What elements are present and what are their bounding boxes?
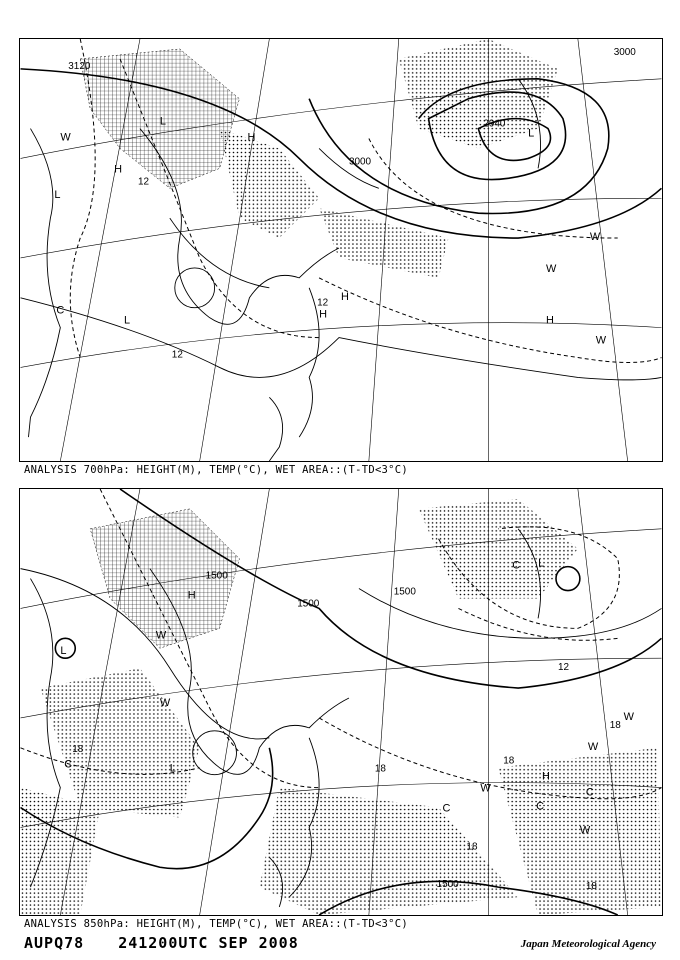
low-pressure-symbol: L <box>538 557 545 570</box>
map-850hpa-svg <box>20 489 662 915</box>
warm-symbol: W <box>159 696 171 709</box>
low-pressure-symbol: L <box>54 189 61 202</box>
valid-time: 241200UTC SEP 2008 <box>118 934 299 952</box>
high-pressure-symbol: H <box>319 308 328 321</box>
isotherm-label: 18 <box>503 755 515 767</box>
wet-area <box>220 129 320 238</box>
warm-symbol: W <box>589 231 601 244</box>
chart-id: AUPQ78 <box>24 934 85 952</box>
high-pressure-symbol: H <box>187 589 196 602</box>
panel-caption-700hpa: ANALYSIS 700hPa: HEIGHT(M), TEMP(°C), WET AREA::(T-TD<3°C) <box>24 464 409 476</box>
height-contour-label: 1500 <box>436 879 459 891</box>
height-contour-label: 1500 <box>205 570 228 582</box>
isotherm-label: 18 <box>374 763 386 775</box>
low-pressure-symbol: L <box>528 127 535 140</box>
warm-symbol: W <box>595 334 607 347</box>
high-pressure-symbol: H <box>114 163 122 176</box>
isotherm-label: 18 <box>72 743 84 755</box>
height-contour-label: 2940 <box>483 118 506 130</box>
panel-caption-850hpa: ANALYSIS 850hPa: HEIGHT(M), TEMP(°C), WET AREA::(T-TD<3°C) <box>24 918 409 930</box>
wet-area <box>419 499 578 599</box>
isotherm-label: 12 <box>171 349 183 361</box>
cold-symbol: C <box>442 802 451 815</box>
cold-symbol: C <box>512 559 521 572</box>
isotherm-label: 12 <box>557 662 570 674</box>
low-pressure-symbol: L <box>159 115 166 128</box>
warm-symbol: W <box>546 262 557 275</box>
map-panel-700hpa <box>19 38 663 462</box>
height-contour-label: 3000 <box>348 156 372 168</box>
warm-symbol: W <box>155 629 167 642</box>
cold-symbol: C <box>536 800 544 813</box>
height-contour-label: 1500 <box>297 598 320 610</box>
isotherm-label: 18 <box>585 881 597 893</box>
agency-credit: Japan Meteorological Agency <box>520 938 656 950</box>
height-contour-label: 3000 <box>613 46 636 58</box>
wet-area <box>40 668 199 817</box>
high-pressure-symbol: H <box>546 314 554 327</box>
low-pressure-symbol: L <box>169 762 176 775</box>
isotherm-label: 12 <box>137 176 150 188</box>
height-contour-label: 1500 <box>393 586 416 598</box>
map-panel-850hpa <box>19 488 663 916</box>
high-pressure-symbol: H <box>341 290 349 303</box>
wet-area <box>319 208 448 278</box>
low-pressure-symbol: L <box>124 314 131 327</box>
height-contour-label: 3120 <box>68 60 91 72</box>
high-pressure-symbol: H <box>247 131 256 144</box>
isotherm-label: 12 <box>317 297 329 309</box>
wet-area <box>259 788 518 915</box>
map-700hpa-svg <box>20 39 662 461</box>
cold-symbol: C <box>56 304 65 317</box>
warm-symbol: W <box>623 710 635 723</box>
isotherm-label: 18 <box>466 841 478 853</box>
cold-symbol: C <box>585 786 594 799</box>
low-pressure-symbol: L <box>60 645 67 658</box>
warm-symbol: W <box>579 824 591 837</box>
warm-symbol: W <box>60 131 71 144</box>
wet-area <box>21 788 101 915</box>
cold-symbol: C <box>64 758 73 771</box>
chart-footer <box>24 934 333 952</box>
warm-symbol: W <box>587 740 599 753</box>
warm-symbol: W <box>480 782 491 795</box>
high-pressure-symbol: H <box>542 770 550 783</box>
isotherm-label: 18 <box>609 719 621 731</box>
